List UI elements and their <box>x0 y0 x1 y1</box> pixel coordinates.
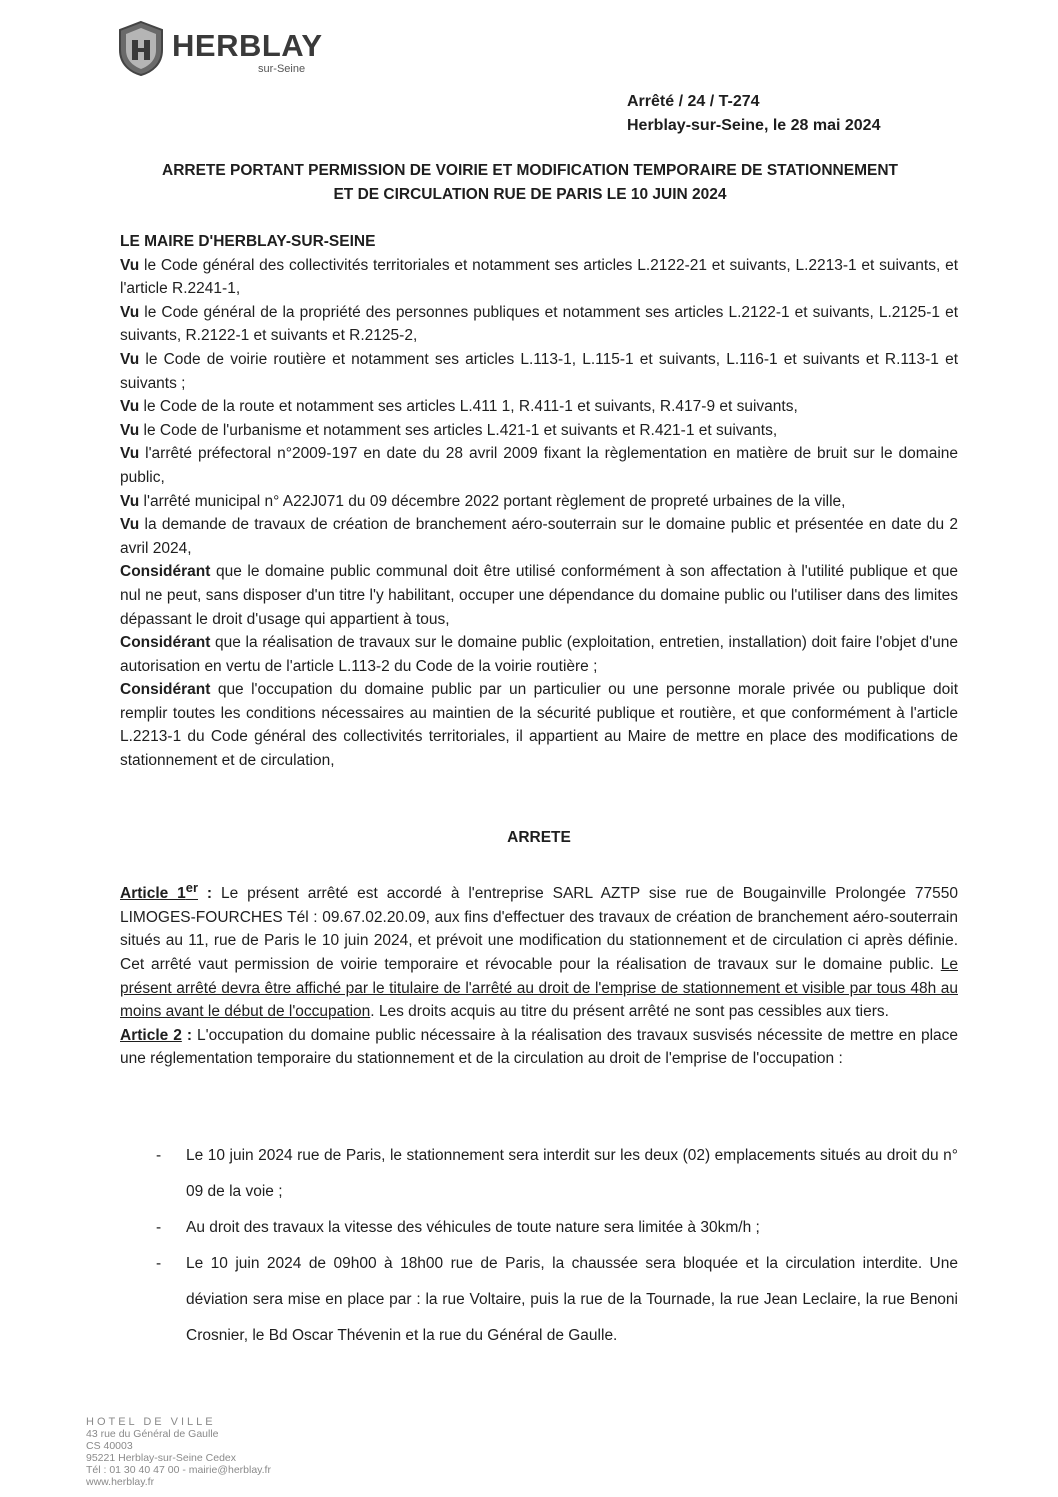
preamble-item: Vu le Code de voirie routière et notamment ses articles L.113-1, L.115-1 et suivants, L.116-1 et suivants et R.113-1 et suivants ; <box>120 350 958 392</box>
preamble-item: Vu l'arrêté municipal n° A22J071 du 09 décembre 2022 portant règlement de propreté urbaines de la ville, <box>120 492 846 510</box>
article-1-label: Article 1er <box>120 880 198 903</box>
logo-subtitle: sur-Seine <box>258 63 306 75</box>
document-reference <box>627 90 880 138</box>
preamble <box>120 230 958 773</box>
articles <box>120 876 958 1071</box>
preamble-item: Vu le Code de l'urbanisme et notamment ses articles L.421-1 et suivants et R.421-1 et suivants, <box>120 421 778 439</box>
footer-cs: CS 40003 <box>86 1440 133 1452</box>
footer-contact: Tél : 01 30 40 47 00 - mairie@herblay.fr <box>86 1464 271 1476</box>
footer-city: 95221 Herblay-sur-Seine Cedex <box>86 1452 236 1464</box>
article-2: Article 2 : L'occupation du domaine public nécessaire à la réalisation des travaux susvisés nécessite de mettre en place une réglementation temporaire du stationnement et de la circulation au droit de l'emprise de l'occupation : <box>120 1026 959 1068</box>
footer-website: www.herblay.fr <box>86 1476 155 1488</box>
maire-heading: LE MAIRE D'HERBLAY-SUR-SEINE <box>120 233 376 250</box>
preamble-item: Considérant que la réalisation de travaux sur le domaine public (exploitation, entretien, installation) doit faire l'objet d'une autorisation en vertu de l'article L.113-2 du Code de la voirie routière ; <box>120 634 958 675</box>
title-line-1: ARRETE PORTANT PERMISSION DE VOIRIE ET MODIFICATION TEMPORAIRE DE STATIONNEMENT <box>162 162 898 179</box>
preamble-item: Vu le Code de la route et notamment ses articles L.411 1, R.411-1 et suivants, R.417-9 et suivants, <box>120 398 798 416</box>
reference-number: Arrêté / 24 / T-274 <box>627 93 760 110</box>
city-crest-icon <box>116 20 166 76</box>
footer-address <box>86 1416 271 1488</box>
footer-hotel-de-ville: HOTEL DE VILLE <box>86 1416 216 1428</box>
place-date: Herblay-sur-Seine, le 28 mai 2024 <box>627 117 881 134</box>
city-logo <box>116 20 376 80</box>
list-item: - Le 10 juin 2024 rue de Paris, le stationnement sera interdit sur les deux (02) emplacements situés au droit du n° 09 de la voie ; <box>156 1147 958 1200</box>
preamble-item: Considérant que le domaine public communal doit être utilisé conformément à son affectation à l'utilité publique et que nul ne peut, sans disposer d'un titre l'y habilitant, occuper une dépendance du domaine public ou l'utiliser dans des limites dépassant le droit d'usage qui appartient à tous, <box>120 563 958 628</box>
article-1: Article 1er : Le présent arrêté est accordé à l'entreprise SARL AZTP sise rue de Bougainville Prolongée 77550 LIMOGES-FOURCHES Tél : 09.67.02.20.09, aux fins d'effectuer des travaux de création de branchement aéro-souterrain situés au 11, rue de Paris le 10 juin 2024, et prévoit une modification du stationnement et de circulation ci après définie. Cet arrêté vaut permission de voirie temporaire et révocable pour la réalisation de travaux sur le domaine public. Le présent arrêté devra être affiché par le titulaire de l'arrêté au droit de l'emprise de stationnement et visible par tous 48h au moins avant le début de l'occupation. Les droits acquis au titre du présent arrêté ne sont pas cessibles aux tiers. <box>120 880 958 1021</box>
preamble-item: Considérant que l'occupation du domaine public par un particulier ou une personne morale privée ou publique doit remplir toutes les conditions nécessaires au maintien de la sécurité publique et routière, et que conformément à l'article L.2213-1 du Code général des collectivités territoriales, il appartient au Maire de mettre en place des modifications de stationnement et de circulation, <box>120 681 958 770</box>
preamble-item: Vu la demande de travaux de création de branchement aéro-souterrain sur le domaine public et présentée en date du 2 avril 2024, <box>120 516 958 557</box>
logo-name: HERBLAY <box>172 28 323 63</box>
arrete-heading: ARRETE <box>507 829 571 846</box>
preamble-item: Vu le Code général des collectivités territoriales et notamment ses articles L.2122-21 et suivants, L.2213-1 et suivants, et l'article R.2241-1, <box>120 256 958 298</box>
list-item: - Le 10 juin 2024 de 09h00 à 18h00 rue de Paris, la chaussée sera bloquée et la circulation interdite. Une déviation sera mise en place par : la rue Voltaire, puis la rue de la Tournade, la rue Jean Leclaire, la rue Benoni Crosnier, le Bd Oscar Thévenin et la rue du Général de Gaulle. <box>156 1255 958 1344</box>
preamble-item: Vu l'arrêté préfectoral n°2009-197 en date du 28 avril 2009 fixant la règlementation en matière de bruit sur le domaine public, <box>120 445 958 486</box>
article-1-notice: Le présent arrêté devra être affiché par le titulaire de l'arrêté au droit de l'emprise de stationnement et visible par tous 48h au moins avant le début de l'occupation <box>120 955 958 1021</box>
title-line-2: ET DE CIRCULATION RUE DE PARIS LE 10 JUIN 2024 <box>333 186 727 203</box>
footer-street: 43 rue du Général de Gaulle <box>86 1428 219 1440</box>
measures-list <box>120 1138 958 1354</box>
article-2-label: Article 2 <box>120 1026 182 1044</box>
document-title <box>105 159 955 207</box>
preamble-item: Vu le Code général de la propriété des personnes publiques et notamment ses articles L.2122-1 et suivants, L.2125-1 et suivants, R.2122-1 et suivants et R.2125-2, <box>120 303 958 345</box>
list-item: - Au droit des travaux la vitesse des véhicules de toute nature sera limitée à 30km/h ; <box>156 1219 760 1236</box>
